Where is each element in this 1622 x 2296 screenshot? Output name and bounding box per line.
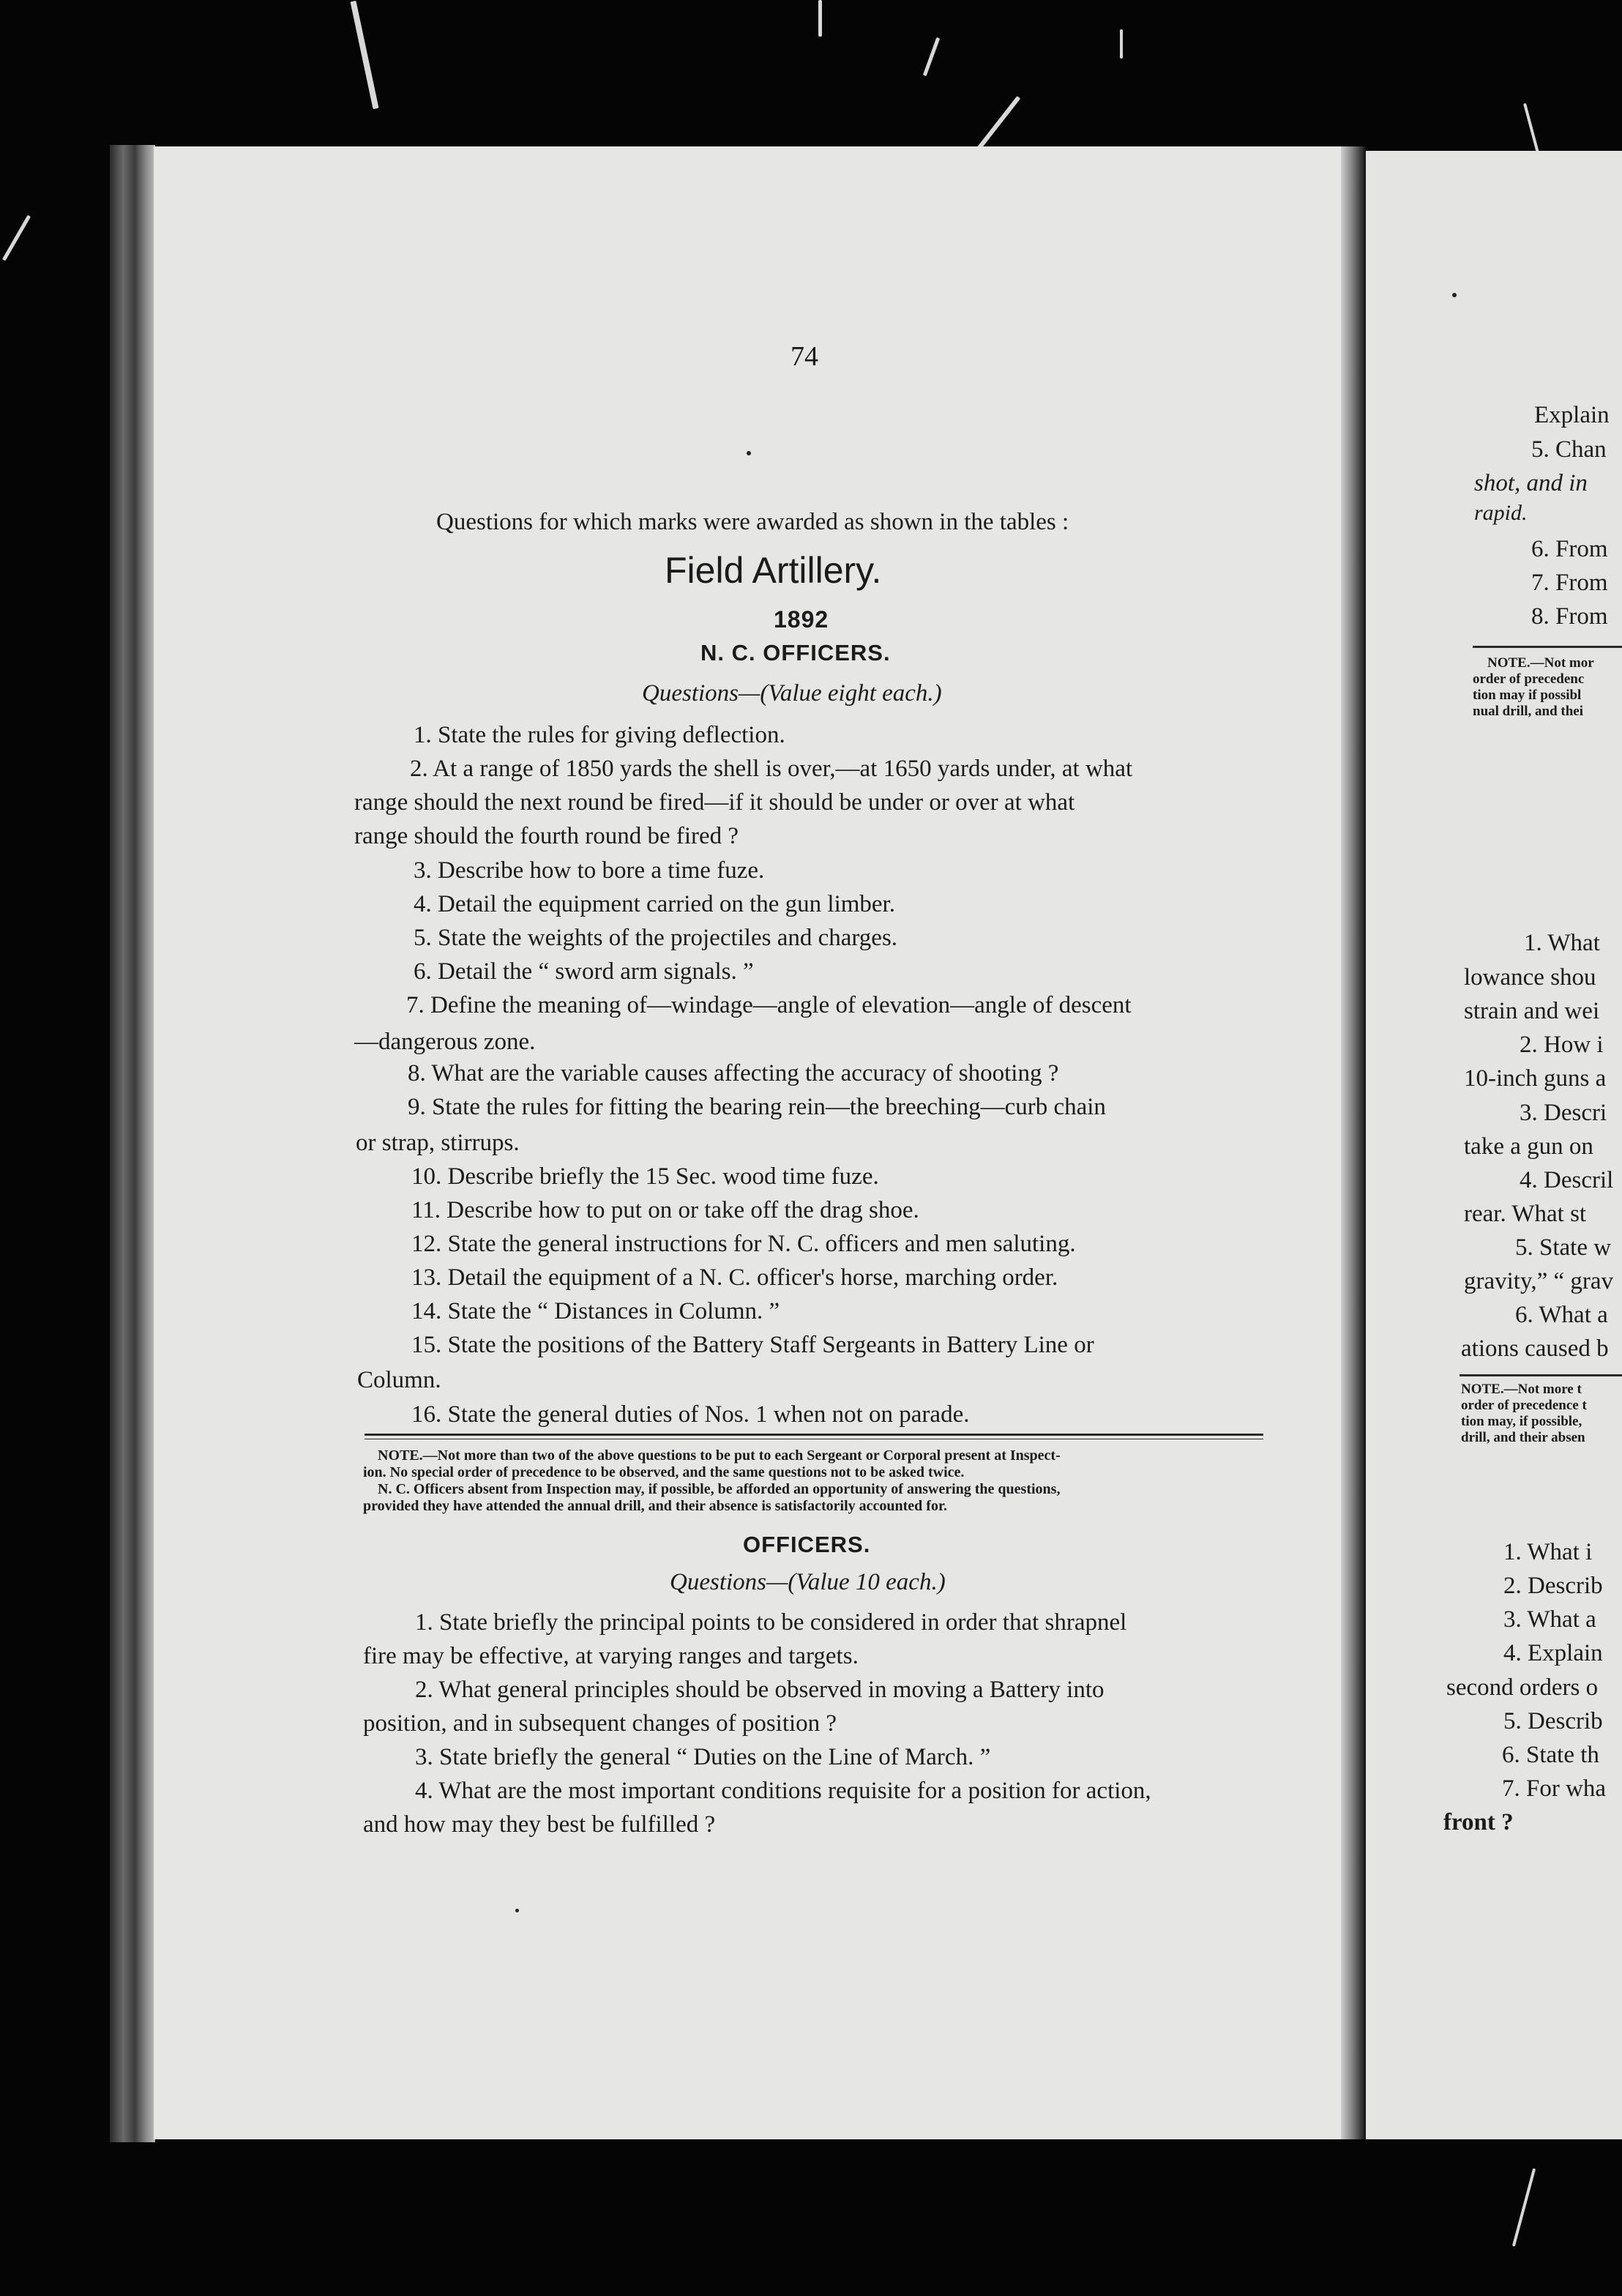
- nco-question-line: Column.: [357, 1367, 441, 1393]
- right-middle-line: lowance shou: [1464, 964, 1596, 991]
- page-number: 74: [791, 341, 818, 372]
- right-top-line: Explain: [1534, 402, 1610, 428]
- nco-question-line: range should the next round be fired—if it should be under or over at what: [354, 789, 1075, 816]
- nco-question-line: 9. State the rules for fitting the bearing rein—the breeching—curb chain: [408, 1094, 1106, 1120]
- nco-question-line: 4. Detail the equipment carried on the gun limber.: [414, 891, 895, 917]
- right-page: [1366, 151, 1622, 2139]
- film-scratch: [1512, 2168, 1536, 2246]
- nco-questions-subheading: Questions—(Value eight each.): [642, 680, 942, 707]
- right-bottom-line: 7. For wha: [1502, 1775, 1607, 1802]
- nco-question-line: 3. Describe how to bore a time fuze.: [414, 857, 765, 884]
- nco-section-heading: N. C. OFFICERS.: [700, 640, 891, 666]
- right-middle-line: 1. What: [1524, 930, 1600, 956]
- right-note-rule: [1473, 646, 1622, 648]
- nco-question-line: 8. What are the variable causes affecting the accuracy of shooting ?: [408, 1060, 1059, 1086]
- right-bottom-line: 4. Explain: [1503, 1640, 1603, 1666]
- right-middle-line: strain and wei: [1464, 998, 1600, 1024]
- right-bottom-line: 5. Describ: [1503, 1708, 1603, 1734]
- note-top-rule: [365, 1434, 1263, 1436]
- nco-note-line: ion. No special order of precedence to be observed, and the same questions not to be asked twice.: [363, 1464, 965, 1480]
- officers-question-line: fire may be effective, at varying ranges and targets.: [363, 1643, 859, 1669]
- nco-question-line: 6. Detail the “ sword arm signals. ”: [414, 958, 754, 985]
- nco-note-line: provided they have attended the annual drill, and their absence is satisfactorily accounted for.: [363, 1498, 947, 1514]
- nco-question-line: 16. State the general duties of Nos. 1 when not on parade.: [411, 1401, 970, 1428]
- nco-question-line: —dangerous zone.: [354, 1029, 536, 1055]
- right-middle-line: 6. What a: [1515, 1302, 1608, 1328]
- right-middle-line: gravity,” “ grav: [1464, 1268, 1614, 1294]
- right-top-line: 5. Chan: [1531, 436, 1607, 463]
- right-bottom-line: second orders o: [1446, 1674, 1599, 1701]
- ink-dot: [1452, 293, 1457, 297]
- right-middle-line: 2. How i: [1520, 1032, 1604, 1058]
- right-bottom-line: front ?: [1443, 1809, 1514, 1835]
- officers-question-line: and how may they best be fulfilled ?: [363, 1811, 716, 1838]
- right-note-line: drill, and their absen: [1461, 1430, 1585, 1445]
- nco-question-line: 14. State the “ Distances in Column. ”: [411, 1298, 780, 1324]
- nco-note-line: NOTE.—Not more than two of the above questions to be put to each Sergeant or Corporal present at Inspect-: [378, 1447, 1061, 1464]
- intro-text: Questions for which marks were awarded as shown in the tables :: [436, 509, 1069, 535]
- nco-question-line: range should the fourth round be fired ?: [354, 823, 739, 849]
- right-bottom-line: 1. What i: [1503, 1539, 1593, 1565]
- film-scratch: [350, 1, 378, 109]
- left-page: [154, 146, 1341, 2139]
- right-note-rule: [1460, 1374, 1622, 1376]
- book-spine: [110, 145, 155, 2142]
- nco-question-line: 12. State the general instructions for N. C. officers and men saluting.: [411, 1231, 1076, 1257]
- officers-question-line: 3. State briefly the general “ Duties on the Line of March. ”: [415, 1744, 991, 1770]
- right-top-line: 6. From: [1531, 536, 1608, 562]
- right-top-line: shot, and in: [1474, 470, 1588, 496]
- nco-note-line: N. C. Officers absent from Inspection may, if possible, be afforded an opportunity of answering the questions,: [378, 1481, 1061, 1497]
- right-top-line: 7. From: [1531, 570, 1608, 596]
- right-note-line: tion may, if possible,: [1461, 1414, 1582, 1429]
- nco-question-line: 13. Detail the equipment of a N. C. officer's horse, marching order.: [411, 1264, 1058, 1291]
- right-note-line: NOTE.—Not mor: [1487, 655, 1594, 671]
- right-note-line: nual drill, and thei: [1473, 704, 1583, 719]
- officers-question-line: position, and in subsequent changes of position ?: [363, 1710, 837, 1737]
- right-note-line: NOTE.—Not more t: [1461, 1382, 1582, 1397]
- officers-questions-subheading: Questions—(Value 10 each.): [670, 1569, 946, 1595]
- right-middle-line: rear. What st: [1464, 1201, 1587, 1227]
- film-scratch: [2, 215, 31, 261]
- ink-dot: [747, 451, 751, 455]
- officers-question-line: 2. What general principles should be observed in moving a Battery into: [415, 1677, 1105, 1703]
- film-scratch: [923, 37, 941, 76]
- nco-question-line: or strap, stirrups.: [356, 1130, 520, 1156]
- right-note-line: order of precedenc: [1473, 671, 1585, 687]
- nco-question-line: 5. State the weights of the projectiles and charges.: [414, 925, 898, 951]
- right-middle-line: 10-inch guns a: [1464, 1065, 1607, 1092]
- right-note-line: tion may if possibl: [1473, 687, 1582, 703]
- nco-question-line: 2. At a range of 1850 yards the shell is over,—at 1650 yards under, at what: [410, 756, 1133, 782]
- film-scratch: [1120, 29, 1123, 59]
- officers-question-line: 1. State briefly the principal points to be considered in order that shrapnel: [415, 1609, 1127, 1636]
- nco-question-line: 10. Describe briefly the 15 Sec. wood time fuze.: [411, 1163, 879, 1190]
- right-top-line: 8. From: [1531, 603, 1608, 630]
- nco-question-line: 15. State the positions of the Battery Staff Sergeants in Battery Line or: [411, 1332, 1094, 1358]
- right-middle-line: 5. State w: [1515, 1234, 1612, 1261]
- film-scratch: [1523, 103, 1539, 154]
- officers-question-line: 4. What are the most important conditions requisite for a position for action,: [415, 1778, 1151, 1804]
- right-note-line: order of precedence t: [1461, 1398, 1587, 1413]
- right-bottom-line: 6. State th: [1502, 1742, 1599, 1768]
- ink-dot: [515, 1909, 519, 1912]
- nco-question-line: 1. State the rules for giving deflection.: [414, 722, 785, 748]
- officers-section-heading: OFFICERS.: [743, 1532, 871, 1557]
- right-middle-line: take a gun on: [1464, 1133, 1593, 1160]
- nco-question-line: 7. Define the meaning of—windage—angle of elevation—angle of descent: [406, 992, 1132, 1018]
- right-bottom-line: 3. What a: [1503, 1606, 1596, 1633]
- year-heading: 1892: [774, 606, 829, 633]
- book-gutter: [1341, 146, 1366, 2139]
- right-middle-line: 3. Descri: [1520, 1100, 1607, 1126]
- film-scratch: [818, 0, 822, 37]
- page-title: Field Artillery.: [665, 550, 882, 591]
- right-top-line: rapid.: [1474, 501, 1528, 525]
- right-middle-line: 4. Descril: [1520, 1167, 1614, 1193]
- right-bottom-line: 2. Describ: [1503, 1573, 1603, 1599]
- nco-question-line: 11. Describe how to put on or take off the drag shoe.: [411, 1197, 919, 1223]
- right-middle-line: ations caused b: [1461, 1335, 1609, 1362]
